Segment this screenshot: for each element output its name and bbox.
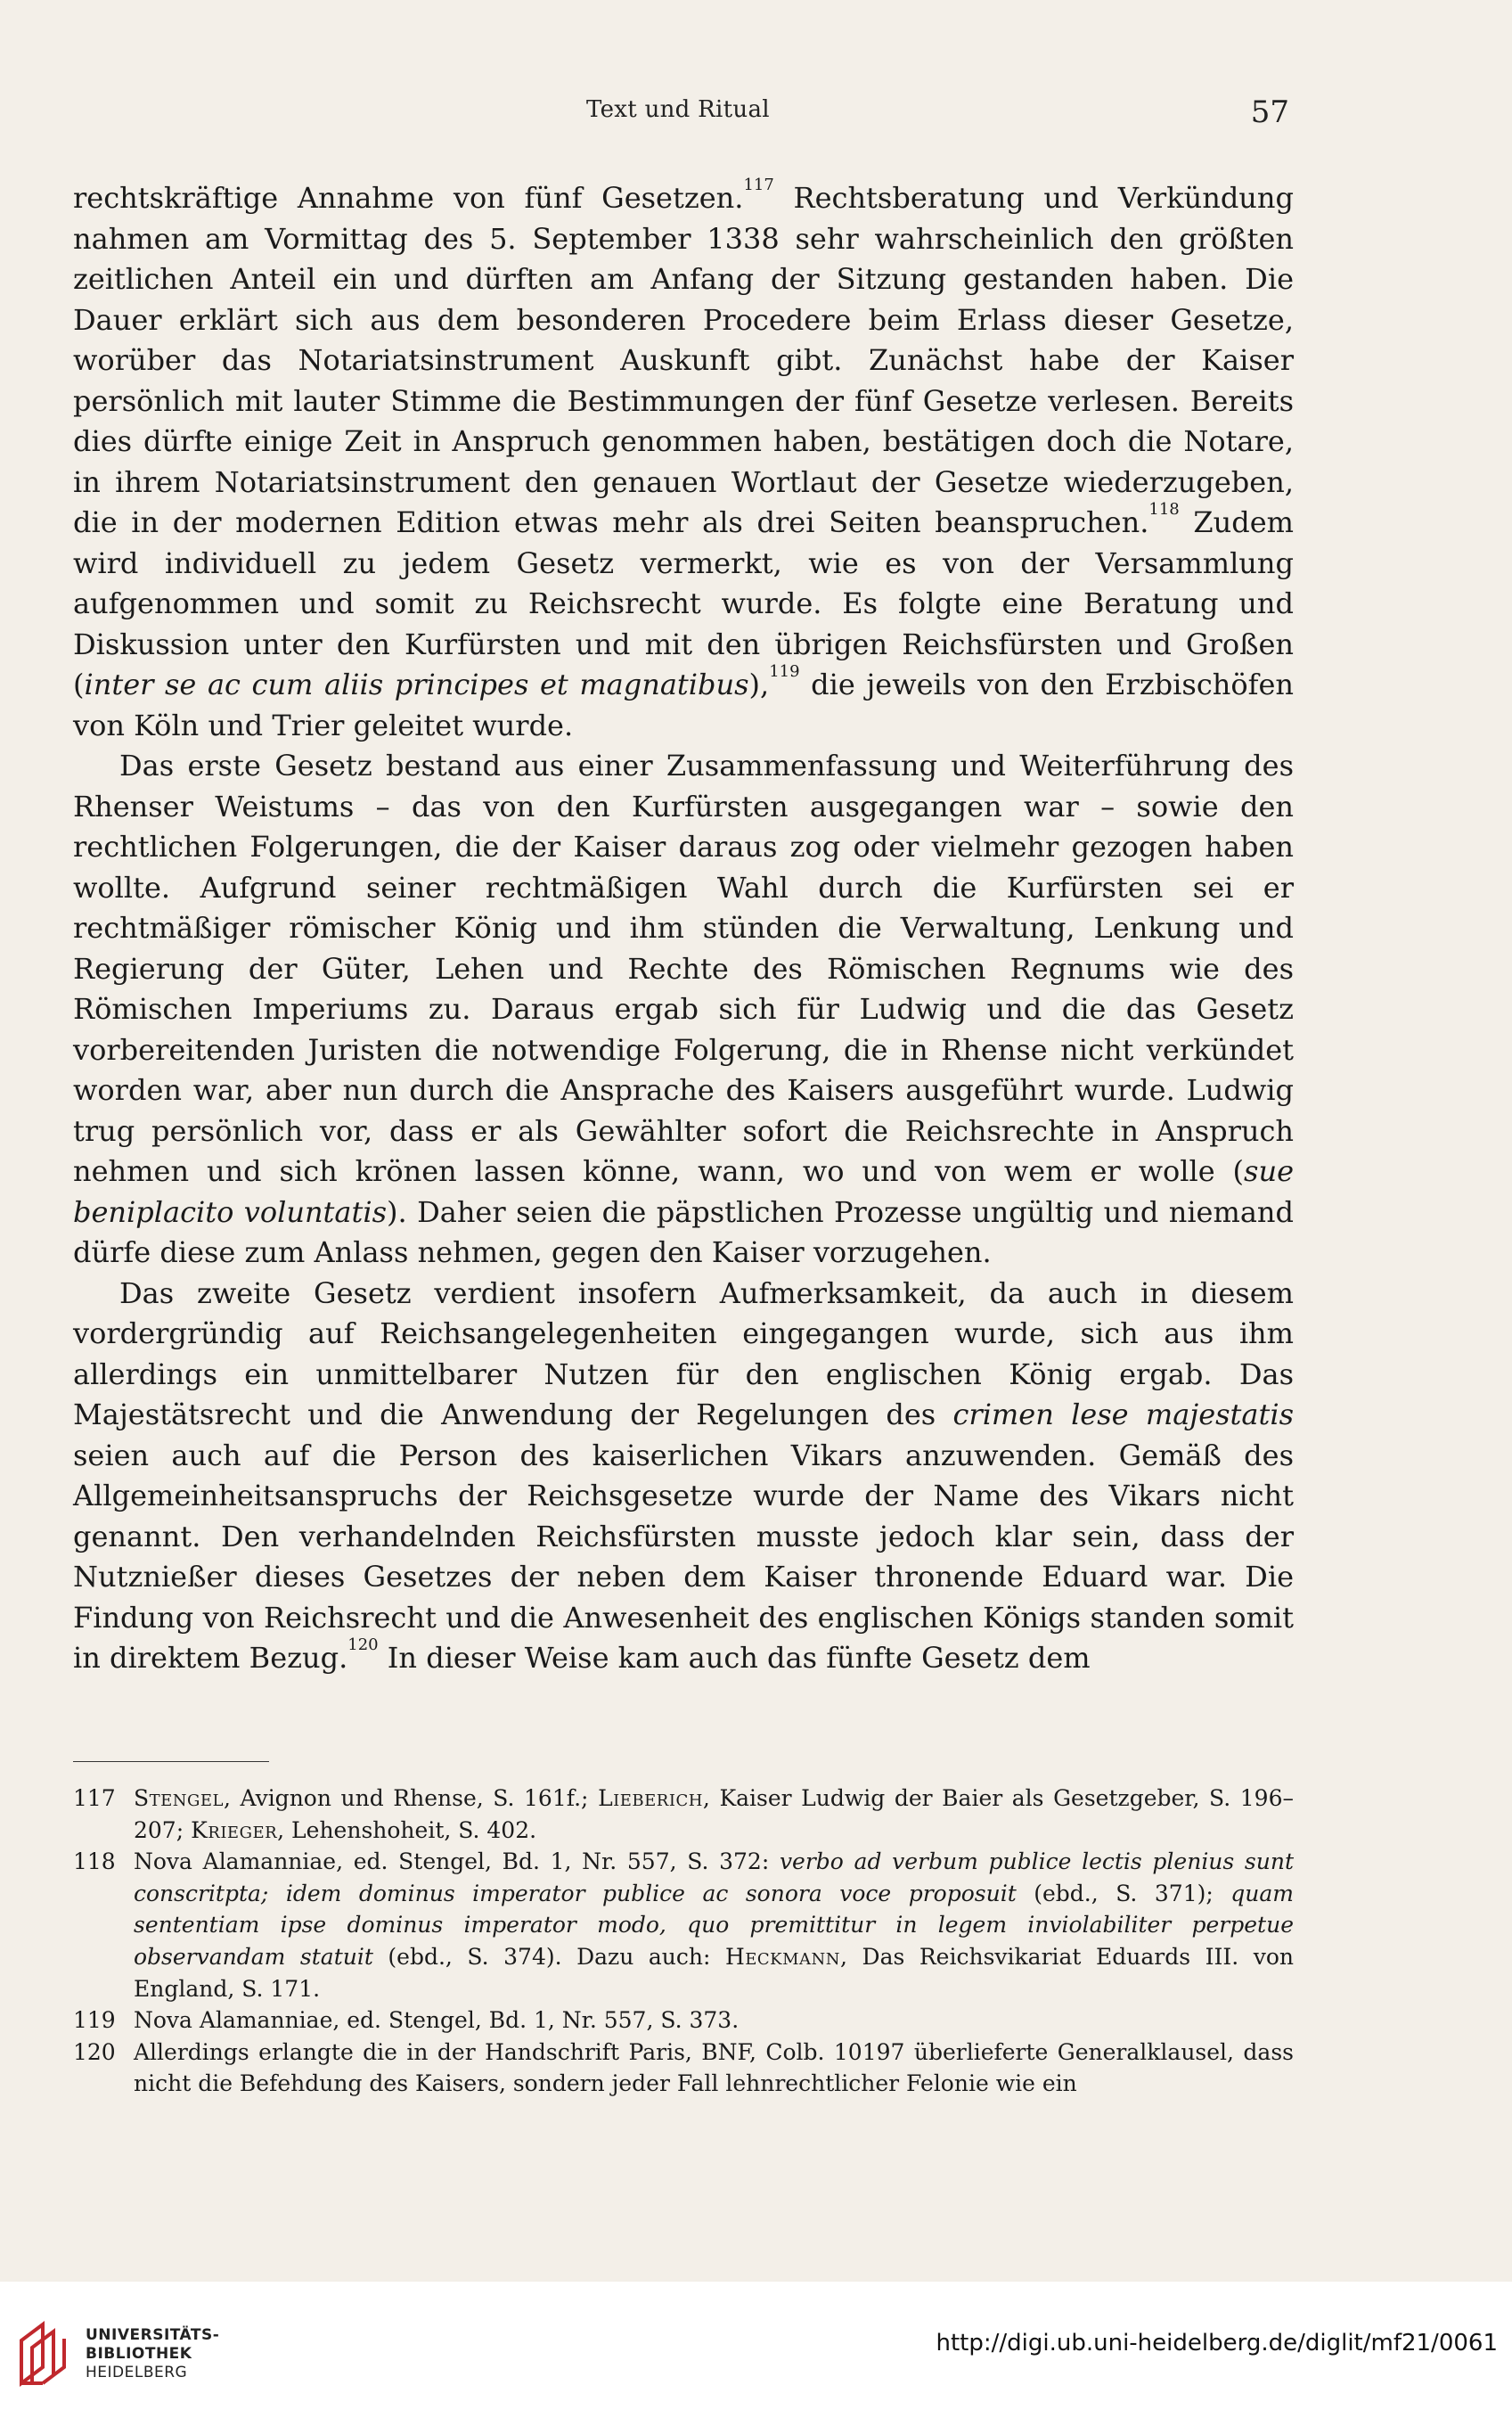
text-run: In dieser Weise kam auch das fünfte Gesetz dem [378,1641,1091,1675]
text-run: (ebd., S. 374). Dazu auch: [372,1943,725,1970]
footnote-ref-117[interactable]: 117 [743,176,774,194]
library-name [86,2326,219,2382]
running-head: Text und Ritual [586,96,770,123]
text-run: (ebd., S. 371); [1016,1880,1231,1906]
author-name: Lieberich [598,1785,703,1811]
latin-quote: sue beniplacito voluntatis [73,1154,1294,1229]
text-run: die jeweils von den Erzbischöfen von Köln und Trier geleitet wurde. [73,668,1294,742]
author-name: Krieger [191,1816,278,1843]
library-logo[interactable] [16,2321,219,2387]
latin-quote: verbo ad verbum publice lectis plenius sunt conscritpta; idem dominus imperator publice ac sonora voce proposuit [134,1848,1295,1906]
text-run: Zudem wird individuell zu jedem Gesetz vermerkt, wie es von der Versammlung aufgenommen und somit zu Reichsrecht wurde. Es folgte eine Beratung und Diskussion unter den Kurfürsten und mit den übrigen Reichsfürsten und Großen ( [73,505,1294,701]
footnote-number: 119 [73,2007,116,2034]
text-run: Das zweite Gesetz verdient insofern Aufmerksamkeit, da auch in diesem vordergründig auf Reichsangelegenheiten eingegangen wurde, sich aus ihm allerdings ein unmittelbarer Nutzen für den englischen König ergab. Das Majestätsrecht und die Anwendung der Regelungen des [73,1275,1294,1431]
footnote-number: 120 [73,2038,116,2065]
footnote-ref-119[interactable]: 119 [769,662,800,681]
ub-heidelberg-logo-icon [16,2321,73,2387]
author-name: Heckmann [724,1943,841,1970]
main-text [73,178,1294,1679]
latin-quote: inter se ac cum aliis principes et magnatibus [84,668,749,701]
paragraph-3 [73,1274,1294,1679]
digitization-footer [0,2282,1512,2418]
text-run: rechtskräftige Annahme von fünf Gesetzen. [73,181,744,215]
text-run: ). Daher seien die päpstlichen Prozesse ungültig und niemand dürfe diese zum Anlass nehmen, gegen den Kaiser vorzugehen. [73,1194,1295,1269]
library-name-line: UNIVERSITÄTS- [86,2325,220,2344]
footnote-120 [73,2037,1294,2100]
page-number: 57 [1250,94,1289,130]
footnotes [73,1783,1294,2100]
footnote-117 [73,1783,1294,1846]
text-run: , Avignon und Rhense, S. 161f.; [224,1785,599,1811]
author-name: Stengel [134,1785,224,1811]
footnote-119 [73,2004,1294,2037]
paragraph-2 [73,746,1294,1274]
footnote-divider [73,1761,269,1762]
paragraph-1 [73,178,1294,746]
footnote-118 [73,1846,1294,2004]
text-run: , Das Reichsvikariat Eduards III. von England, S. 171. [134,1943,1294,2002]
text-run: Rechtsberatung und Verkündung nahmen am Vormittag des 5. September 1338 sehr wahrscheinlich den größten zeitlichen Anteil ein und dürften am Anfang der Sitzung gestanden haben. Die Dauer erklärt sich aus dem besonderen Procedere beim Erlass dieser Gesetze, worüber das Notariatsinstrument Auskunft gibt. Zunächst habe der Kaiser persönlich mit lauter Stimme die Bestimmungen der fünf Gesetze verlesen. Bereits dies dürfte einige Zeit in Anspruch genommen haben, bestätigen doch die Notare, in ihrem Notariatsinstrument den genauen Wortlaut der Gesetze wiederzugeben, die in der modernen Edition etwas mehr als drei Seiten beanspruchen. [73,181,1295,539]
latin-quote: crimen lese majestatis [952,1398,1295,1431]
text-run: ), [748,668,770,701]
footnote-text: Nova Alamanniae, ed. Stengel, Bd. 1, Nr. 557, S. 373. [134,2007,740,2034]
text-run: , Lehenshoheit, S. 402. [277,1816,537,1843]
footnote-number: 118 [73,1848,116,1875]
library-name-line: HEIDELBERG [86,2363,188,2381]
latin-quote: quam sententiam ipse dominus imperator modo, quo premittitur in legem inviolabiliter perpetue observandam statuit [134,1880,1294,1970]
footnote-text [134,1783,1294,1846]
footnote-ref-118[interactable]: 118 [1148,500,1180,519]
text-run: , Kaiser Ludwig der Baier als Gesetzgeber, S. 196–207; [134,1785,1294,1843]
library-name-line: BIBLIOTHEK [86,2344,192,2363]
footnote-number: 117 [73,1785,116,1811]
text-run: seien auch auf die Person des kaiserlichen Vikars anzuwenden. Gemäß des Allgemeinheitsanspruchs der Reichsgesetze wurde der Name des Vikars nicht genannt. Den verhandelnden Reichsfürsten musste jedoch klar sein, dass der Nutznießer dieses Gesetzes der neben dem Kaiser thronende Eduard war. Die Findung von Reichsrecht und die Anwesenheit des englischen Königs standen somit in direktem Bezug. [73,1438,1294,1675]
permalink-url[interactable]: http://digi.ub.uni-heidelberg.de/diglit/mf21/0061 [936,2330,1498,2357]
footnote-text: Allerdings erlangte die in der Handschrift Paris, BNF, Colb. 10197 überlieferte Generalklausel, dass nicht die Befehdung des Kaisers, sondern jeder Fall lehnrechtlicher Felonie wie ein [134,2038,1294,2097]
footnote-text [134,1846,1294,2004]
text-run: Nova Alamanniae, ed. Stengel, Bd. 1, Nr. 557, S. 372: [134,1848,780,1875]
text-run: Das erste Gesetz bestand aus einer Zusammenfassung und Weiterführung des Rhenser Weistums – das von den Kurfürsten ausgegangen war – sowie den rechtlichen Folgerungen, die der Kaiser daraus zog oder vielmehr gezogen haben wollte. Aufgrund seiner rechtmäßigen Wahl durch die Kurfürsten sei er rechtmäßiger römischer König und ihm stünden die Verwaltung, Lenkung und Regierung der Güter, Lehen und Rechte des Römischen Regnums wie des Römischen Imperiums zu. Daraus ergab sich für Ludwig und die das Gesetz vorbereitenden Juristen die notwendige Folgerung, die in Rhense nicht verkündet worden war, aber nun durch die Ansprache des Kaisers ausgeführt wurde. Ludwig trug persönlich vor, dass er als Gewählter sofort die Reichsrechte in Anspruch nehmen und sich krönen lassen könne, wann, wo und von wem er wolle ( [73,749,1294,1188]
footnote-ref-120[interactable]: 120 [347,1635,379,1654]
